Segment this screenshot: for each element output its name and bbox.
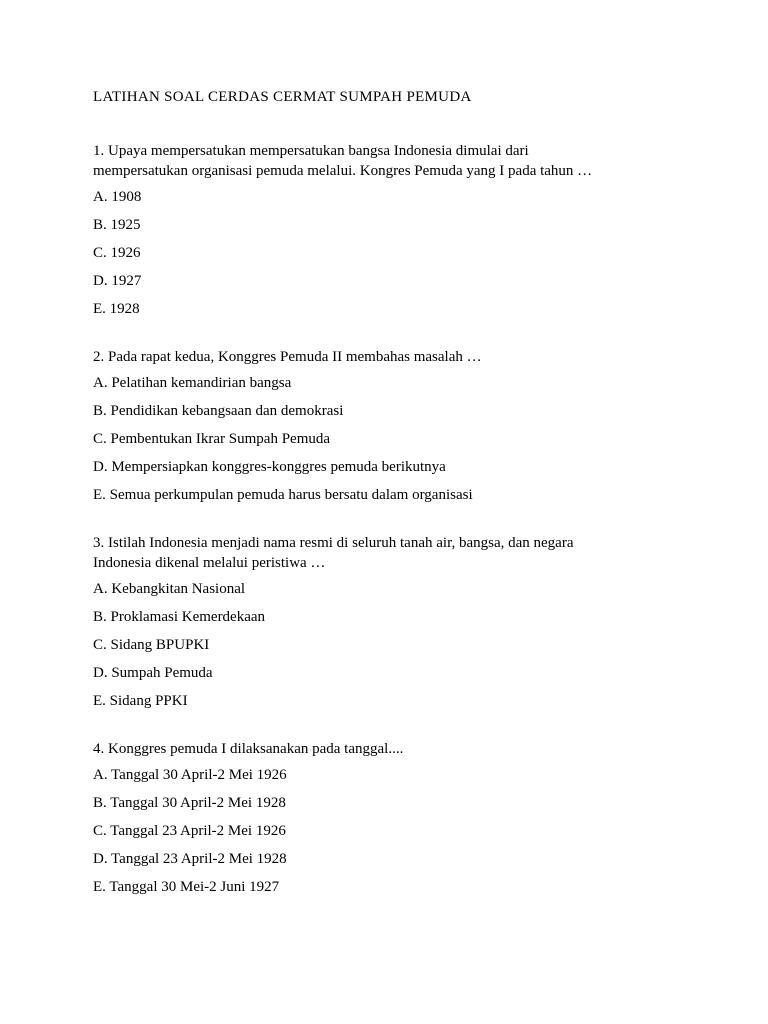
answer-option-c: C. Sidang BPUPKI (93, 637, 210, 653)
question-4 (93, 739, 733, 897)
answer-option-b: B. Proklamasi Kemerdekaan (93, 609, 266, 625)
answer-option-b: B. 1925 (93, 217, 141, 233)
answer-option-b: B. Tanggal 30 April-2 Mei 1928 (93, 795, 286, 811)
document-title: LATIHAN SOAL CERDAS CERMAT SUMPAH PEMUDA (93, 89, 472, 105)
answer-option-a: A. Tanggal 30 April-2 Mei 1926 (93, 767, 287, 783)
question-1 (93, 141, 733, 319)
answer-option-e: E. Semua perkumpulan pemuda harus bersatu dalam organisasi (93, 487, 473, 503)
answer-option-e: E. 1928 (93, 301, 140, 317)
answer-option-c: C. Pembentukan Ikrar Sumpah Pemuda (93, 431, 331, 447)
question-stem-line: 3. Istilah Indonesia menjadi nama resmi di seluruh tanah air, bangsa, dan negara (93, 535, 574, 551)
question-stem-line: 2. Pada rapat kedua, Konggres Pemuda II membahas masalah … (93, 349, 482, 365)
answer-option-a: A. 1908 (93, 189, 142, 205)
answer-option-d: D. 1927 (93, 273, 142, 289)
question-2 (93, 347, 733, 505)
question-stem-line: Indonesia dikenal melalui peristiwa … (93, 555, 326, 571)
answer-option-c: C. 1926 (93, 245, 141, 261)
answer-options (93, 187, 733, 319)
answer-option-d: D. Mempersiapkan konggres-konggres pemuda berikutnya (93, 459, 446, 475)
question-stem-line: mempersatukan organisasi pemuda melalui. Kongres Pemuda yang I pada tahun … (93, 163, 593, 179)
answer-option-a: A. Kebangkitan Nasional (93, 581, 246, 597)
answer-option-b: B. Pendidikan kebangsaan dan demokrasi (93, 403, 344, 419)
answer-options (93, 579, 733, 711)
answer-option-e: E. Tanggal 30 Mei-2 Juni 1927 (93, 879, 280, 895)
document-body (93, 87, 733, 925)
answer-option-d: D. Sumpah Pemuda (93, 665, 213, 681)
answer-option-e: E. Sidang PPKI (93, 693, 188, 709)
question-stem-line: 4. Konggres pemuda I dilaksanakan pada tanggal.... (93, 741, 404, 757)
question-stem-line: 1. Upaya mempersatukan mempersatukan bangsa Indonesia dimulai dari (93, 143, 529, 159)
answer-option-a: A. Pelatihan kemandirian bangsa (93, 375, 292, 391)
question-3 (93, 533, 733, 711)
answer-option-c: C. Tanggal 23 April-2 Mei 1926 (93, 823, 286, 839)
answer-options (93, 765, 733, 897)
answer-option-d: D. Tanggal 23 April-2 Mei 1928 (93, 851, 287, 867)
question-stem (93, 347, 733, 367)
answer-options (93, 373, 733, 505)
question-stem (93, 141, 733, 181)
question-stem (93, 739, 733, 759)
question-stem (93, 533, 733, 573)
